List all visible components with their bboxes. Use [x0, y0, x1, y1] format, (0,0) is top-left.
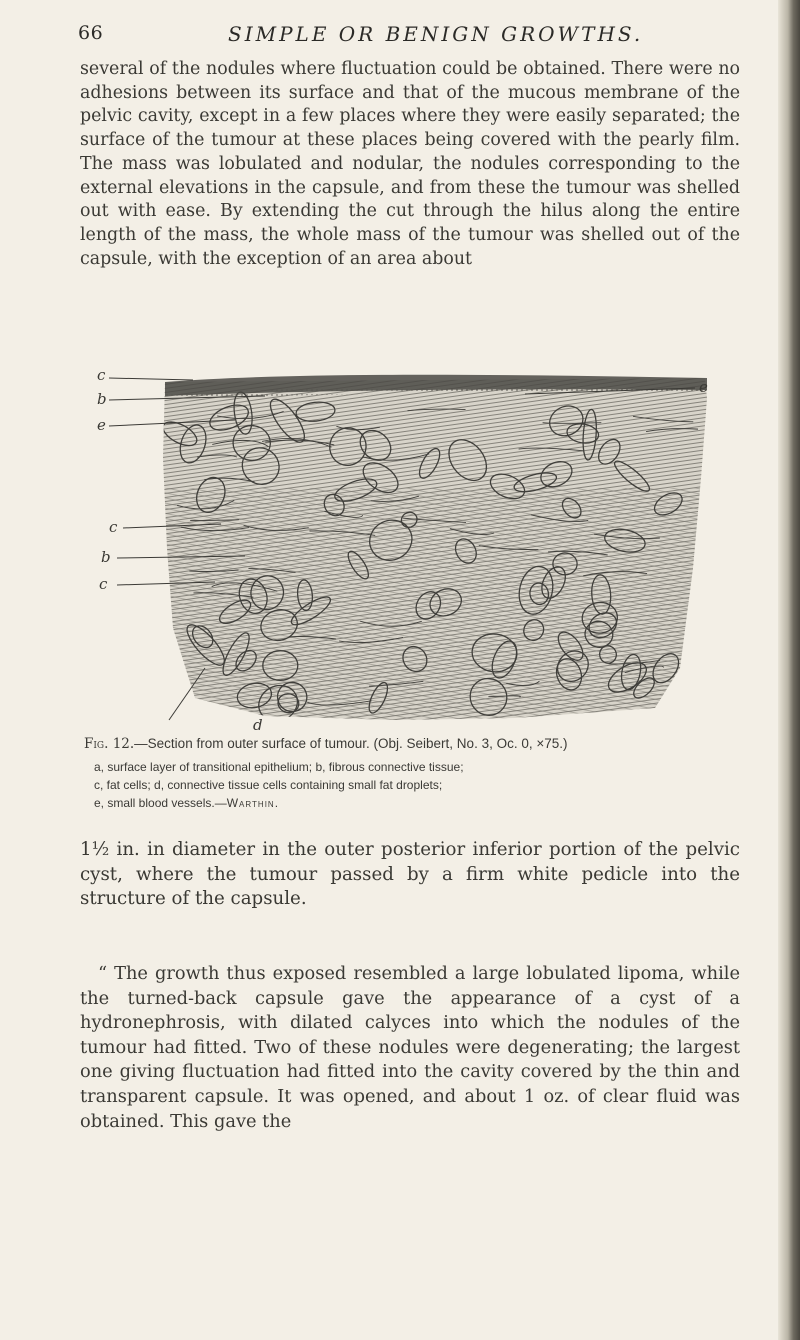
legend-line-1: a, surface layer of transitional epithelium; b, fibrous connective tissue; — [94, 760, 464, 774]
caption-title-line — [84, 736, 567, 752]
paragraph-2: 1½ in. in diameter in the outer posterior inferior portion of the pelvic cyst, where the tumour passed by a firm white pedicle into the structure of the capsule. — [80, 839, 740, 910]
running-title: SIMPLE OR BENIGN GROWTHS. — [228, 22, 644, 46]
legend-line-3 — [94, 794, 724, 812]
page-number: 66 — [78, 22, 104, 44]
label-c-mid: c — [109, 518, 118, 536]
paragraph-1: several of the nodules where fluctuation could be obtained. There were no adhesions between its surface and that of the mucous membrane of the pelvic cavity, except in a few places where they were easily separated; the surface of the tumour at these places being covered with the pearly film. The mass was lobulated and nodular, the nodules corresponding to the external elevations in the capsule, and from these the tumour was shelled out with ease. By extending the cut through the hilus along the entire length of the mass, the whole mass of the tumour was shelled out of the capsule, with the exception of an area about — [80, 59, 740, 269]
paragraph-3 — [80, 962, 740, 1134]
label-c-top: c — [97, 368, 106, 384]
figure-number: Fig. 12. — [84, 736, 135, 752]
page-header — [78, 22, 768, 52]
legend-line-2: c, fat cells; d, connective tissue cells containing small fat droplets; — [94, 778, 443, 792]
paragraph-3-text: “ The growth thus exposed resembled a large lobulated lipoma, while the turned-back capsule gave the appearance of a cyst of a hydronephrosis, with dilated calyces into which the nodules of the tumour had fitted. Two of these nodules were degenerating; the largest one giving fluctuation had fitted into the cavity covered by the thin and transparent capsule. It was opened, and about 1 oz. of clear fluid was obtained. This gave the — [80, 963, 740, 1132]
label-d-bottom: d — [253, 716, 263, 734]
label-c-low: c — [99, 575, 108, 593]
label-e-left: e — [97, 416, 106, 434]
caption-author: Warthin. — [226, 796, 280, 810]
legend-line-3-text: e, small blood vessels.— — [94, 796, 227, 810]
label-e-right: e — [699, 378, 708, 396]
label-b-mid: b — [101, 548, 111, 566]
caption-title: —Section from outer surface of tumour. (Obj. Seibert, No. 3, Oc. 0, ×75.) — [134, 736, 568, 751]
label-b-top: b — [97, 390, 107, 408]
caption-legend — [94, 758, 724, 812]
page-edge-shadow — [778, 0, 800, 1340]
figure-12-illustration — [95, 368, 725, 728]
histology-engraving — [95, 368, 725, 728]
